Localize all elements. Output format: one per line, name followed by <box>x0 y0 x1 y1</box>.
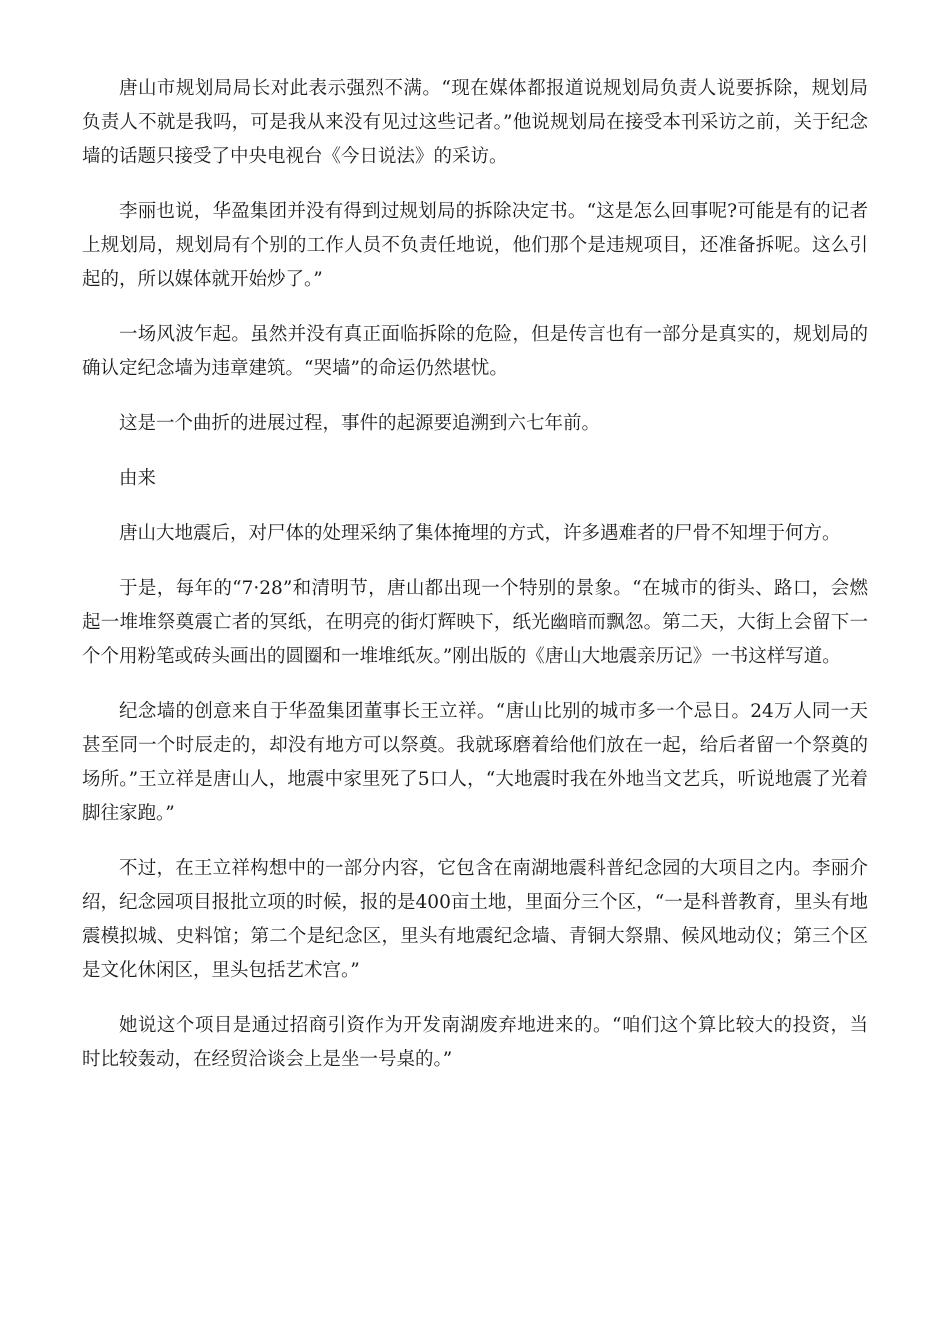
section-heading: 由来 <box>119 468 157 489</box>
paragraph-9: 她说这个项目是通过招商引资作为开发南湖废弃地进来的。“咱们这个算比较大的投资，当时比较轰动，在经贸洽谈会上是坐一号桌的。” <box>82 1015 868 1070</box>
paragraph-2: 李丽也说，华盈集团并没有得到过规划局的拆除决定书。“这是怎么回事呢?可能是有的记者上规划局，规划局有个别的工作人员不负责任地说，他们那个是违规项目，还准备拆呢。这么引起的，所以媒体就开始炒了。” <box>82 201 868 290</box>
paragraph-6: 于是，每年的“7·28”和清明节，唐山都出现一个特别的景象。“在城市的街头、路口，会燃起一堆堆祭奠震亡者的冥纸，在明亮的街灯辉映下，纸光幽暗而飘忽。第二天，大街上会留下一个个用粉笔或砖头画出的圆圈和一堆堆纸灰。”刚出版的《唐山大地震亲历记》一书这样写道。 <box>82 578 868 667</box>
paragraph-7: 纪念墙的创意来自于华盈集团董事长王立祥。“唐山比别的城市多一个忌日。24万人同一天甚至同一个时辰走的，却没有地方可以祭奠。我就琢磨着给他们放在一起，给后者留一个祭奠的场所。”王立祥是唐山人，地震中家里死了5口人，“大地震时我在外地当文艺兵，听说地震了光着脚往家跑。” <box>82 701 868 824</box>
paragraph-8: 不过，在王立祥构想中的一部分内容，它包含在南湖地震科普纪念园的大项目之内。李丽介绍，纪念园项目报批立项的时候，报的是400亩土地，里面分三个区，“一是科普教育，里头有地震模拟城、史料馆；第二个是纪念区，里头有地震纪念墙、青铜大祭鼎、候风地动仪；第三个区是文化休闲区，里头包括艺术宫。” <box>82 858 868 981</box>
paragraph-4: 这是一个曲折的进展过程，事件的起源要追溯到六七年前。 <box>119 413 601 434</box>
paragraph-3: 一场风波乍起。虽然并没有真正面临拆除的危险，但是传言也有一部分是真实的，规划局的确认定纪念墙为违章建筑。“哭墙”的命运仍然堪忧。 <box>82 324 868 379</box>
paragraph-1: 唐山市规划局局长对此表示强烈不满。“现在媒体都报道说规划局负责人说要拆除，规划局负责人不就是我吗，可是我从来没有见过这些记者。”他说规划局在接受本刊采访之前，关于纪念墙的话题只接受了中央电视台《今日说法》的采访。 <box>82 78 868 167</box>
document-page <box>82 72 868 1098</box>
paragraph-5: 唐山大地震后，对尸体的处理采纳了集体掩埋的方式，许多遇难者的尸骨不知埋于何方。 <box>119 523 841 544</box>
